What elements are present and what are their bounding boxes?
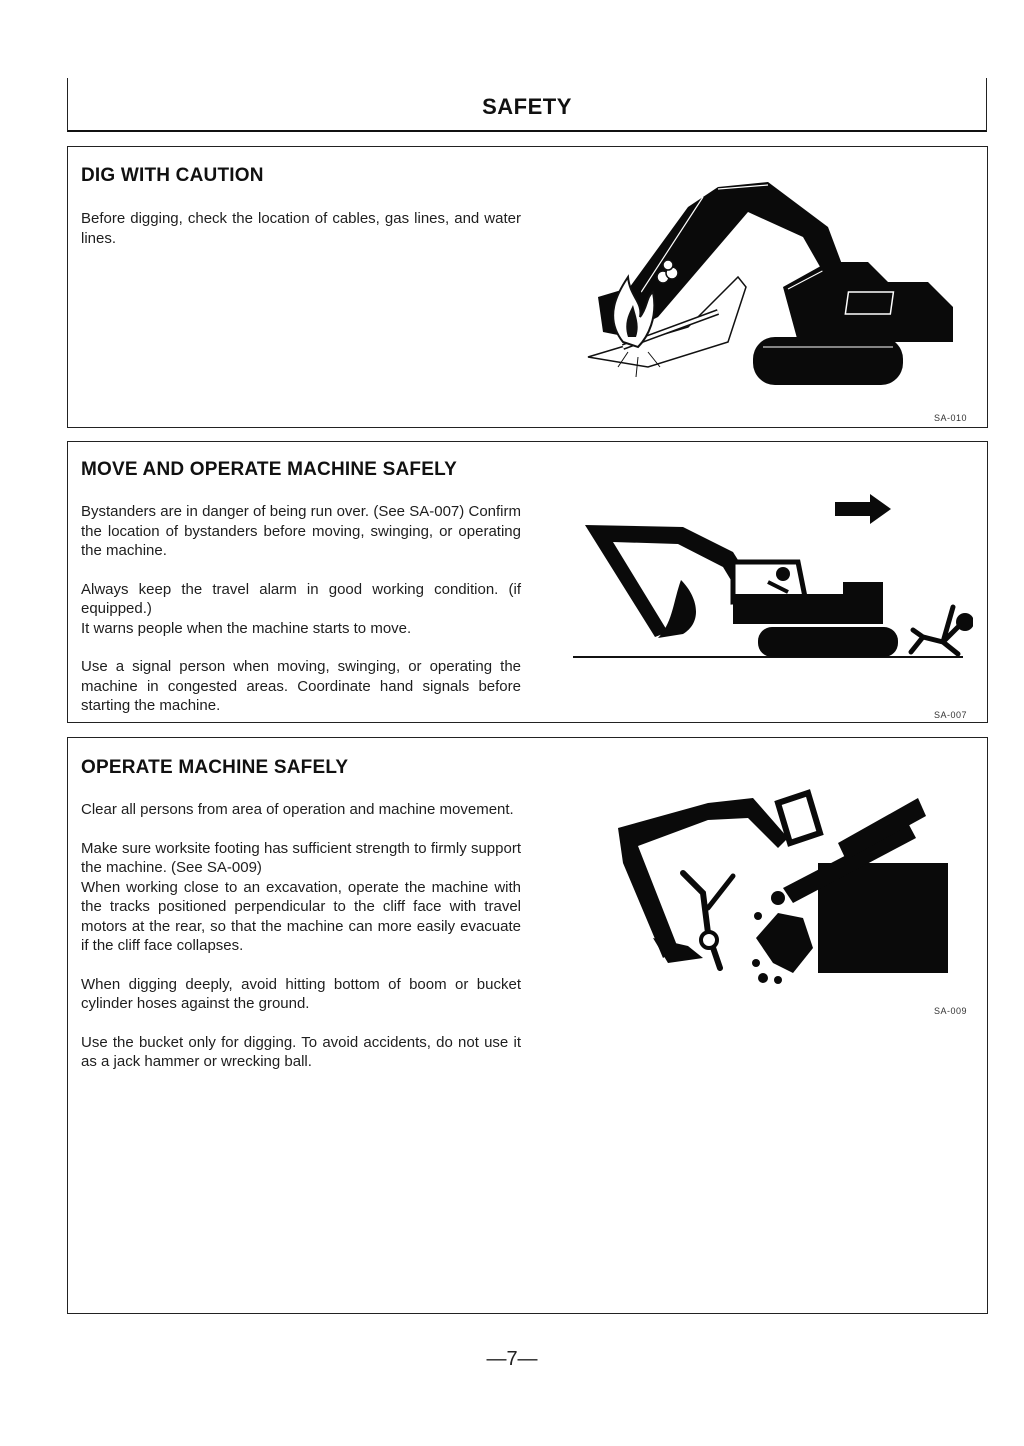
excavator-digging-gas-line-fire-illustration (568, 167, 968, 407)
section-dig-with-caution (67, 146, 988, 428)
paragraph: Bystanders are in danger of being run over. (See SA-007) Confirm the location of bystanders before moving, swinging, or operating the machine. (81, 503, 521, 559)
section-title: DIG WITH CAUTION (81, 165, 264, 186)
section-body (81, 502, 521, 735)
paragraph: Use a signal person when moving, swinging, or operating the machine in congested areas. Coordinate hand signals before starting the machine. (81, 658, 521, 714)
excavator-tipping-off-cliff-illustration (578, 768, 958, 988)
section-title: OPERATE MACHINE SAFELY (81, 757, 349, 778)
paragraph: Always keep the travel alarm in good working condition. (if equipped.) (81, 580, 521, 617)
page-title: SAFETY (482, 94, 572, 119)
section-move-and-operate-machine-safely (67, 441, 988, 723)
paragraph: Make sure worksite footing has sufficient strength to firmly support the machine. (See SA-009) (81, 839, 521, 876)
page-header (67, 78, 987, 132)
paragraph: Clear all persons from area of operation and machine movement. (81, 801, 514, 818)
paragraph: Use the bucket only for digging. To avoid accidents, do not use it as a jack hammer or wrecking ball. (81, 1033, 521, 1070)
figure-code: SA-010 (934, 413, 968, 423)
figure-code: SA-009 (934, 1006, 968, 1016)
paragraph: Before digging, check the location of cables, gas lines, and water lines. (81, 210, 521, 247)
paragraph: It warns people when the machine starts to move. (81, 619, 412, 637)
section-operate-machine-safely (67, 737, 988, 1314)
figure-code: SA-007 (934, 710, 968, 720)
section-body (81, 209, 521, 267)
section-body (81, 800, 521, 1091)
section-title: MOVE AND OPERATE MACHINE SAFELY (81, 459, 458, 480)
paragraph: When digging deeply, avoid hitting bottom of boom or bucket cylinder hoses against the ground. (81, 975, 521, 1012)
excavator-running-over-bystander-illustration (573, 482, 973, 672)
paragraph: When working close to an excavation, operate the machine with the tracks positioned perpendicular to the cliff face with travel motors at the rear, so that the machine can more easily evacuate if the cliff face collapses. (81, 878, 521, 954)
page-number: —7— (486, 1348, 538, 1370)
